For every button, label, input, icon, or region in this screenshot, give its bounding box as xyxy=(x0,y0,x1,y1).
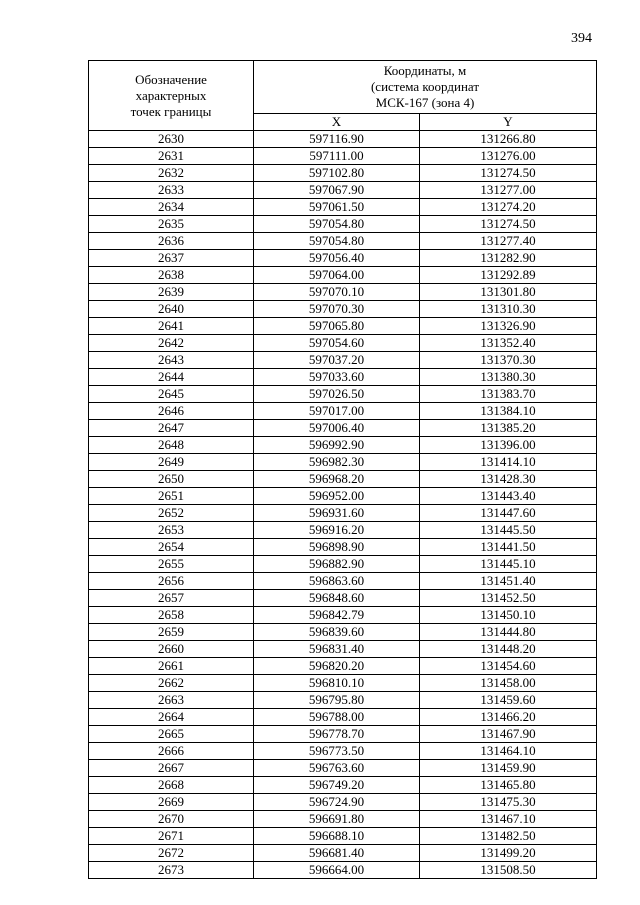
page-number: 394 xyxy=(571,31,592,46)
table-row xyxy=(89,437,597,454)
table-row xyxy=(89,335,597,352)
table-row xyxy=(89,777,597,794)
y-column-header: Y xyxy=(420,114,597,131)
table-row xyxy=(89,675,597,692)
point-id-cell: 2630 xyxy=(89,131,254,148)
x-coordinate-cell: 596982.30 xyxy=(254,454,420,471)
y-coordinate-cell: 131292.89 xyxy=(420,267,597,284)
x-coordinate-cell: 596882.90 xyxy=(254,556,420,573)
coordinates-table xyxy=(88,60,597,879)
table-row xyxy=(89,318,597,335)
point-id-cell: 2641 xyxy=(89,318,254,335)
table-row xyxy=(89,488,597,505)
x-coordinate-cell: 596773.50 xyxy=(254,743,420,760)
y-coordinate-cell: 131276.00 xyxy=(420,148,597,165)
table-row xyxy=(89,233,597,250)
x-coordinate-cell: 597102.80 xyxy=(254,165,420,182)
table-body xyxy=(89,131,597,879)
point-id-cell: 2672 xyxy=(89,845,254,862)
x-coordinate-cell: 597067.90 xyxy=(254,182,420,199)
y-coordinate-cell: 131447.60 xyxy=(420,505,597,522)
y-coordinate-cell: 131465.80 xyxy=(420,777,597,794)
table-row xyxy=(89,590,597,607)
table-row xyxy=(89,760,597,777)
y-coordinate-cell: 131385.20 xyxy=(420,420,597,437)
y-coordinate-cell: 131443.40 xyxy=(420,488,597,505)
header-line: МСК-167 (зона 4) xyxy=(375,95,475,110)
point-id-cell: 2632 xyxy=(89,165,254,182)
table-row xyxy=(89,165,597,182)
table-row xyxy=(89,556,597,573)
y-coordinate-cell: 131326.90 xyxy=(420,318,597,335)
table-row xyxy=(89,454,597,471)
x-coordinate-cell: 596810.10 xyxy=(254,675,420,692)
table-row xyxy=(89,420,597,437)
y-coordinate-cell: 131428.30 xyxy=(420,471,597,488)
y-coordinate-cell: 131266.80 xyxy=(420,131,597,148)
y-coordinate-cell: 131274.20 xyxy=(420,199,597,216)
point-id-cell: 2665 xyxy=(89,726,254,743)
x-coordinate-cell: 597070.10 xyxy=(254,284,420,301)
point-designation-header xyxy=(89,61,254,131)
table-row xyxy=(89,301,597,318)
y-coordinate-cell: 131454.60 xyxy=(420,658,597,675)
table-row xyxy=(89,267,597,284)
y-coordinate-cell: 131396.00 xyxy=(420,437,597,454)
table-row xyxy=(89,539,597,556)
y-coordinate-cell: 131274.50 xyxy=(420,165,597,182)
table-row xyxy=(89,386,597,403)
x-coordinate-cell: 597056.40 xyxy=(254,250,420,267)
point-id-cell: 2635 xyxy=(89,216,254,233)
point-id-cell: 2669 xyxy=(89,794,254,811)
x-coordinate-cell: 596681.40 xyxy=(254,845,420,862)
table-row xyxy=(89,845,597,862)
point-id-cell: 2642 xyxy=(89,335,254,352)
x-coordinate-cell: 596688.10 xyxy=(254,828,420,845)
y-coordinate-cell: 131384.10 xyxy=(420,403,597,420)
x-coordinate-cell: 597033.60 xyxy=(254,369,420,386)
x-coordinate-cell: 596691.80 xyxy=(254,811,420,828)
point-id-cell: 2654 xyxy=(89,539,254,556)
point-id-cell: 2658 xyxy=(89,607,254,624)
point-id-cell: 2638 xyxy=(89,267,254,284)
y-coordinate-cell: 131301.80 xyxy=(420,284,597,301)
x-coordinate-cell: 596763.60 xyxy=(254,760,420,777)
point-id-cell: 2652 xyxy=(89,505,254,522)
header-line: Обозначение xyxy=(135,71,207,87)
table-row xyxy=(89,199,597,216)
point-id-cell: 2650 xyxy=(89,471,254,488)
y-coordinate-cell: 131508.50 xyxy=(420,862,597,879)
point-id-cell: 2666 xyxy=(89,743,254,760)
point-id-cell: 2660 xyxy=(89,641,254,658)
table-row xyxy=(89,709,597,726)
y-coordinate-cell: 131452.50 xyxy=(420,590,597,607)
x-coordinate-cell: 596778.70 xyxy=(254,726,420,743)
point-id-cell: 2657 xyxy=(89,590,254,607)
x-coordinate-cell: 596820.20 xyxy=(254,658,420,675)
y-coordinate-cell: 131464.10 xyxy=(420,743,597,760)
x-coordinate-cell: 596795.80 xyxy=(254,692,420,709)
x-coordinate-cell: 597070.30 xyxy=(254,301,420,318)
y-coordinate-cell: 131475.30 xyxy=(420,794,597,811)
table-row xyxy=(89,471,597,488)
point-id-cell: 2648 xyxy=(89,437,254,454)
y-coordinate-cell: 131459.90 xyxy=(420,760,597,777)
table-row xyxy=(89,692,597,709)
y-coordinate-cell: 131352.40 xyxy=(420,335,597,352)
y-coordinate-cell: 131467.10 xyxy=(420,811,597,828)
table-row xyxy=(89,658,597,675)
table-row xyxy=(89,641,597,658)
y-coordinate-cell: 131282.90 xyxy=(420,250,597,267)
x-coordinate-cell: 597037.20 xyxy=(254,352,420,369)
x-coordinate-cell: 597017.00 xyxy=(254,403,420,420)
point-id-cell: 2656 xyxy=(89,573,254,590)
point-id-cell: 2644 xyxy=(89,369,254,386)
x-coordinate-cell: 596788.00 xyxy=(254,709,420,726)
table-row xyxy=(89,505,597,522)
x-coordinate-cell: 596931.60 xyxy=(254,505,420,522)
x-coordinate-cell: 597065.80 xyxy=(254,318,420,335)
x-coordinate-cell: 596842.79 xyxy=(254,607,420,624)
table-row xyxy=(89,352,597,369)
table-row xyxy=(89,862,597,879)
x-column-header: X xyxy=(254,114,420,131)
y-coordinate-cell: 131383.70 xyxy=(420,386,597,403)
y-coordinate-cell: 131459.60 xyxy=(420,692,597,709)
point-id-cell: 2651 xyxy=(89,488,254,505)
x-coordinate-cell: 597054.80 xyxy=(254,233,420,250)
table-row xyxy=(89,828,597,845)
table-row xyxy=(89,607,597,624)
header-line: характерных xyxy=(135,87,207,103)
y-coordinate-cell: 131444.80 xyxy=(420,624,597,641)
point-id-cell: 2640 xyxy=(89,301,254,318)
x-coordinate-cell: 597026.50 xyxy=(254,386,420,403)
y-coordinate-cell: 131451.40 xyxy=(420,573,597,590)
x-coordinate-cell: 597116.90 xyxy=(254,131,420,148)
y-coordinate-cell: 131380.30 xyxy=(420,369,597,386)
point-id-cell: 2659 xyxy=(89,624,254,641)
table-row xyxy=(89,369,597,386)
y-coordinate-cell: 131445.10 xyxy=(420,556,597,573)
point-id-cell: 2646 xyxy=(89,403,254,420)
y-coordinate-cell: 131441.50 xyxy=(420,539,597,556)
x-coordinate-cell: 596952.00 xyxy=(254,488,420,505)
y-coordinate-cell: 131370.30 xyxy=(420,352,597,369)
point-id-cell: 2645 xyxy=(89,386,254,403)
y-coordinate-cell: 131277.00 xyxy=(420,182,597,199)
point-id-cell: 2661 xyxy=(89,658,254,675)
x-coordinate-cell: 597054.60 xyxy=(254,335,420,352)
point-id-cell: 2653 xyxy=(89,522,254,539)
point-id-cell: 2673 xyxy=(89,862,254,879)
header-line: (система координат xyxy=(370,79,480,94)
point-id-cell: 2633 xyxy=(89,182,254,199)
point-id-cell: 2639 xyxy=(89,284,254,301)
y-coordinate-cell: 131448.20 xyxy=(420,641,597,658)
y-coordinate-cell: 131450.10 xyxy=(420,607,597,624)
table-row xyxy=(89,250,597,267)
y-coordinate-cell: 131445.50 xyxy=(420,522,597,539)
x-coordinate-cell: 597054.80 xyxy=(254,216,420,233)
y-coordinate-cell: 131310.30 xyxy=(420,301,597,318)
y-coordinate-cell: 131482.50 xyxy=(420,828,597,845)
y-coordinate-cell: 131414.10 xyxy=(420,454,597,471)
x-coordinate-cell: 596863.60 xyxy=(254,573,420,590)
point-id-cell: 2664 xyxy=(89,709,254,726)
table-row xyxy=(89,216,597,233)
y-coordinate-cell: 131499.20 xyxy=(420,845,597,862)
table-row xyxy=(89,743,597,760)
y-coordinate-cell: 131277.40 xyxy=(420,233,597,250)
point-id-cell: 2649 xyxy=(89,454,254,471)
x-coordinate-cell: 596848.60 xyxy=(254,590,420,607)
x-coordinate-cell: 596831.40 xyxy=(254,641,420,658)
x-coordinate-cell: 597111.00 xyxy=(254,148,420,165)
y-coordinate-cell: 131274.50 xyxy=(420,216,597,233)
point-id-cell: 2668 xyxy=(89,777,254,794)
x-coordinate-cell: 597064.00 xyxy=(254,267,420,284)
point-id-cell: 2667 xyxy=(89,760,254,777)
coordinates-header xyxy=(254,61,597,114)
table-row xyxy=(89,794,597,811)
point-id-cell: 2634 xyxy=(89,199,254,216)
x-coordinate-cell: 597006.40 xyxy=(254,420,420,437)
y-coordinate-cell: 131458.00 xyxy=(420,675,597,692)
table-row xyxy=(89,522,597,539)
point-id-cell: 2671 xyxy=(89,828,254,845)
point-id-cell: 2662 xyxy=(89,675,254,692)
point-id-cell: 2655 xyxy=(89,556,254,573)
x-coordinate-cell: 597061.50 xyxy=(254,199,420,216)
x-coordinate-cell: 596664.00 xyxy=(254,862,420,879)
table-row xyxy=(89,726,597,743)
y-coordinate-cell: 131466.20 xyxy=(420,709,597,726)
x-coordinate-cell: 596968.20 xyxy=(254,471,420,488)
point-id-cell: 2643 xyxy=(89,352,254,369)
x-coordinate-cell: 596724.90 xyxy=(254,794,420,811)
table-row xyxy=(89,403,597,420)
table-row xyxy=(89,284,597,301)
x-coordinate-cell: 596898.90 xyxy=(254,539,420,556)
table-row xyxy=(89,131,597,148)
table-row xyxy=(89,182,597,199)
point-id-cell: 2647 xyxy=(89,420,254,437)
x-coordinate-cell: 596992.90 xyxy=(254,437,420,454)
table-row xyxy=(89,573,597,590)
header-line: точек границы xyxy=(130,103,212,119)
table-row xyxy=(89,811,597,828)
x-coordinate-cell: 596839.60 xyxy=(254,624,420,641)
point-id-cell: 2631 xyxy=(89,148,254,165)
point-id-cell: 2637 xyxy=(89,250,254,267)
table-row xyxy=(89,148,597,165)
point-id-cell: 2636 xyxy=(89,233,254,250)
y-coordinate-cell: 131467.90 xyxy=(420,726,597,743)
header-line: Координаты, м xyxy=(383,63,467,78)
x-coordinate-cell: 596749.20 xyxy=(254,777,420,794)
table-row xyxy=(89,624,597,641)
point-id-cell: 2663 xyxy=(89,692,254,709)
point-id-cell: 2670 xyxy=(89,811,254,828)
x-coordinate-cell: 596916.20 xyxy=(254,522,420,539)
